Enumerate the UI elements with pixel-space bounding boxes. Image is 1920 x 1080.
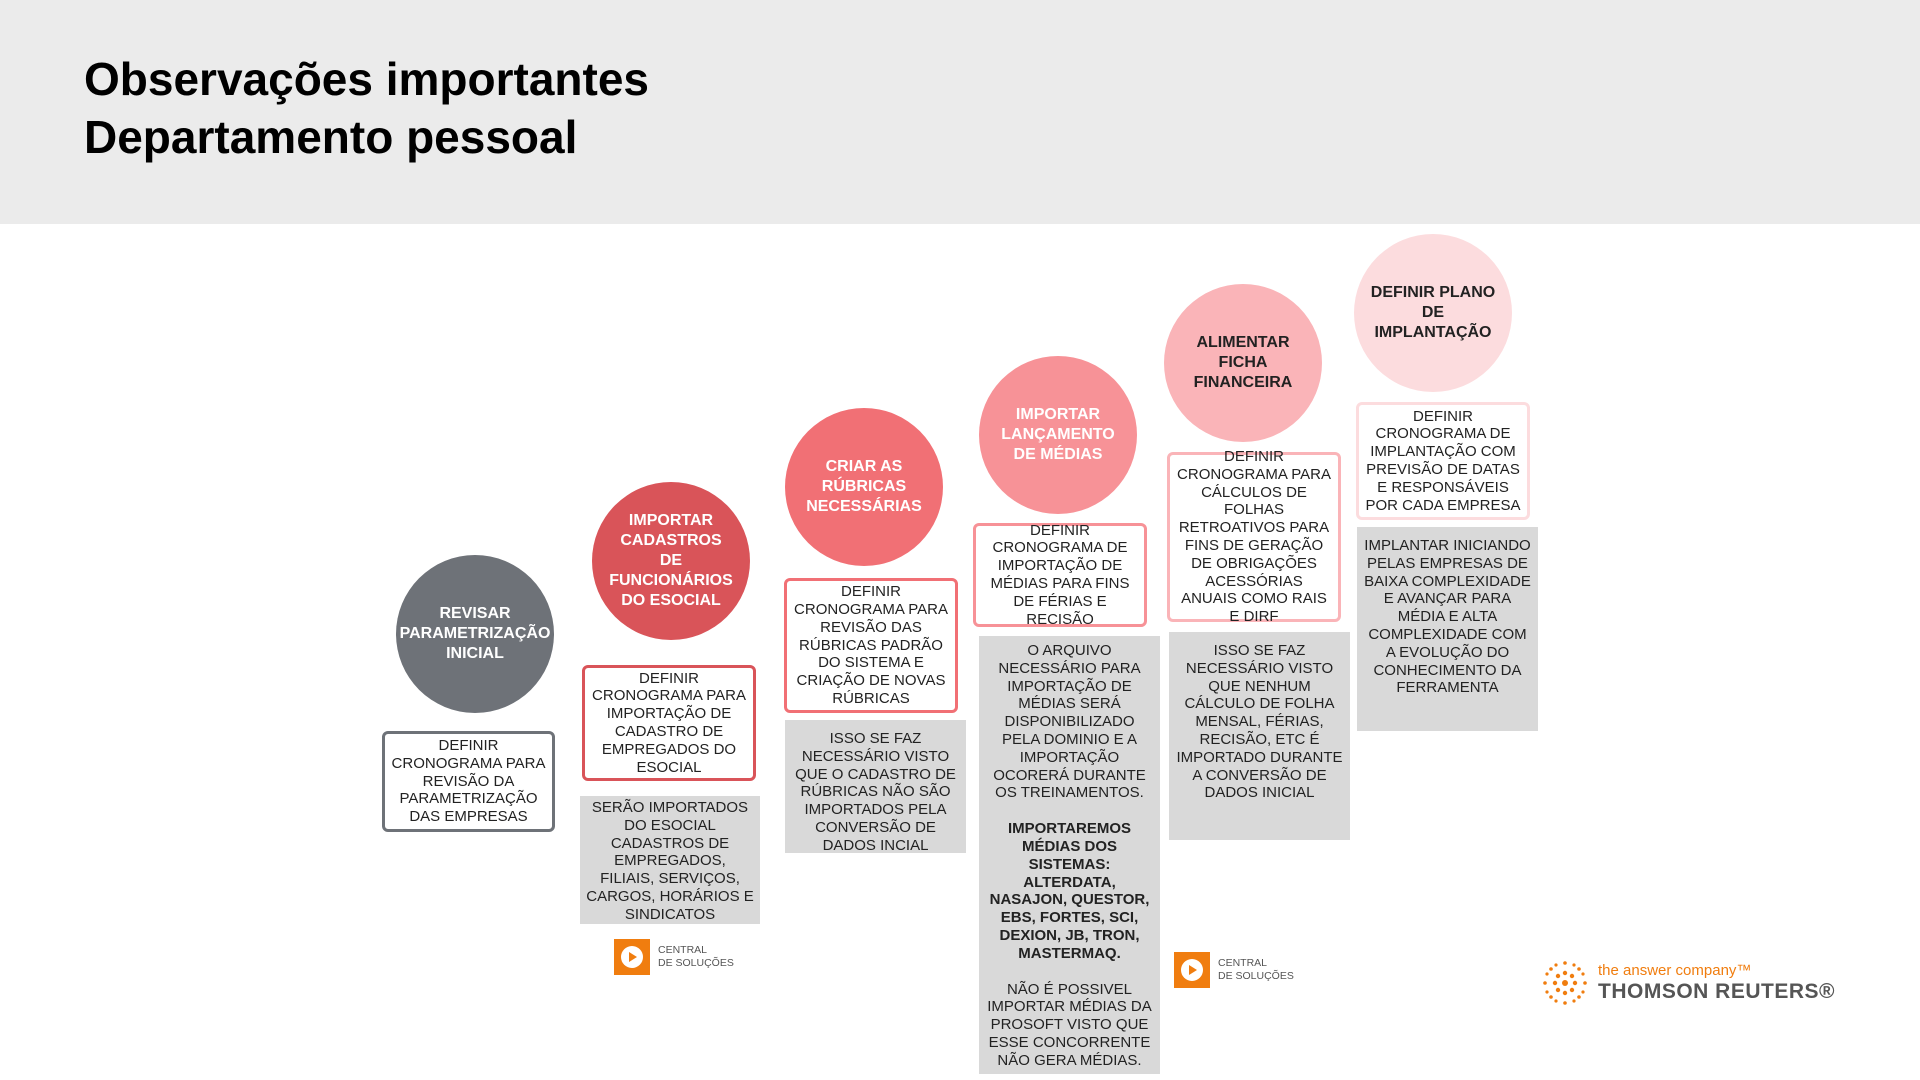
central-logo-line2: DE SOLUÇÕES: [1218, 970, 1294, 982]
step-6-definir-box: DEFINIR CRONOGRAMA DE IMPLANTAÇÃO COM PREVISÃO DE DATAS E RESPONSÁVEIS POR CADA EMPRESA: [1356, 402, 1530, 520]
central-logo-line2: DE SOLUÇÕES: [658, 957, 734, 969]
step-2-note-box: SERÃO IMPORTADOS DO ESOCIAL CADASTROS DE EMPREGADOS, FILIAIS, SERVIÇOS, CARGOS, HORÁRIOS E SINDICATOS: [580, 796, 760, 924]
step-6-circle-line: IMPLANTAÇÃO: [1374, 324, 1492, 341]
step-3-definir-box: DEFINIR CRONOGRAMA PARA REVISÃO DAS RÚBRICAS PADRÃO DO SISTEMA E CRIAÇÃO DE NOVAS RÚBRICAS: [784, 578, 958, 713]
brand-tagline: the answer company™: [1598, 962, 1752, 979]
step-1-circle-line: INICIAL: [446, 645, 504, 662]
step-2-circle-line: DE: [659, 552, 683, 569]
brand-name: THOMSON REUTERS®: [1598, 980, 1835, 1003]
title-line-2: Departamento pessoal: [84, 111, 578, 163]
step-1-circle-line: PARAMETRIZAÇÃO: [399, 625, 551, 642]
step-6-circle: [1354, 234, 1512, 392]
step-4-circle-line: DE MÉDIAS: [1013, 446, 1103, 463]
step-4-note-p2: IMPORTAREMOS MÉDIAS DOS SISTEMAS: ALTERDATA, NASAJON, QUESTOR, EBS, FORTES, SCI, DEXION, JB, TRON, MASTERMAQ.: [989, 820, 1150, 962]
step-6-circle-line: DEFINIR PLANO: [1370, 284, 1496, 301]
thomson-reuters-dots-icon: [1540, 958, 1590, 1008]
step-4-circle: [979, 356, 1137, 514]
step-3-note-box: ISSO SE FAZ NECESSÁRIO VISTO QUE O CADASTRO DE RÚBRICAS NÃO SÃO IMPORTADOS PELA CONVERSÃO DE DADOS INCIAL: [785, 720, 966, 853]
step-4-note-p3: NÃO É POSSIVEL IMPORTAR MÉDIAS DA PROSOFT VISTO QUE ESSE CONCORRENTE NÃO GERA MÉDIAS.: [987, 980, 1152, 1069]
central-logo-text: [1218, 957, 1294, 983]
step-5-circle-line: FICHA: [1218, 354, 1268, 371]
step-4-circle-line: IMPORTAR: [1015, 406, 1101, 423]
central-logo-text: [658, 944, 734, 970]
step-2-circle: [592, 482, 750, 640]
central-logo-square: [1174, 952, 1210, 988]
step-2-definir-box: DEFINIR CRONOGRAMA PARA IMPORTAÇÃO DE CADASTRO DE EMPREGADOS DO ESOCIAL: [582, 665, 756, 781]
step-2-circle-line: CADASTROS: [620, 532, 722, 549]
play-icon: [621, 946, 643, 968]
central-logo-square: [614, 939, 650, 975]
step-6-note-box: IMPLANTAR INICIANDO PELAS EMPRESAS DE BAIXA COMPLEXIDADE E AVANÇAR PARA MÉDIA E ALTA COMPLEXIDADE COM A EVOLUÇÃO DO CONHECIMENTO DA FERRAMENTA: [1357, 527, 1538, 731]
step-5-circle: [1164, 284, 1322, 442]
step-2-circle-line: FUNCIONÁRIOS: [609, 572, 733, 589]
step-5-circle-line: ALIMENTAR: [1196, 334, 1290, 351]
central-logo-line1: CENTRAL: [658, 944, 708, 956]
step-5-circle-line: FINANCEIRA: [1193, 374, 1293, 391]
step-1-circle-line: REVISAR: [439, 605, 511, 622]
thomson-reuters-text: [1598, 962, 1835, 1004]
central-logo-line1: CENTRAL: [1218, 957, 1268, 969]
step-4-note-box: [979, 636, 1160, 1074]
step-2-circle-line: IMPORTAR: [628, 512, 714, 529]
step-3-circle-line: CRIAR AS: [825, 458, 903, 475]
step-3-circle-line: NECESSÁRIAS: [806, 498, 922, 515]
page-title: [84, 50, 649, 166]
step-3-circle: [785, 408, 943, 566]
step-1-circle: [396, 555, 554, 713]
step-2-circle-line: DO ESOCIAL: [621, 592, 721, 609]
step-4-note-p1: O ARQUIVO NECESSÁRIO PARA IMPORTAÇÃO DE MÉDIAS SERÁ DISPONIBILIZADO PELA DOMINIO E A IMPORTAÇÃO OCORERÁ DURANTE OS TREINAMENTOS.: [993, 642, 1146, 802]
step-4-circle-line: LANÇAMENTO: [1001, 426, 1115, 443]
central-de-solucoes-logo: [614, 939, 734, 975]
step-4-definir-box: DEFINIR CRONOGRAMA DE IMPORTAÇÃO DE MÉDIAS PARA FINS DE FÉRIAS E RECISÃO: [973, 523, 1147, 627]
step-1-definir-box: DEFINIR CRONOGRAMA PARA REVISÃO DA PARAMETRIZAÇÃO DAS EMPRESAS: [382, 731, 555, 832]
step-6-circle-line: DE: [1421, 304, 1445, 321]
thomson-reuters-logo: [1540, 958, 1835, 1008]
step-5-note-box: ISSO SE FAZ NECESSÁRIO VISTO QUE NENHUM CÁLCULO DE FOLHA MENSAL, FÉRIAS, RECISÃO, ETC É IMPORTADO DURANTE A CONVERSÃO DE DADOS INICIAL: [1169, 632, 1350, 840]
central-de-solucoes-logo: [1174, 952, 1294, 988]
play-icon: [1181, 959, 1203, 981]
title-line-1: Observações importantes: [84, 53, 650, 105]
step-3-circle-line: RÚBRICAS: [821, 478, 907, 495]
step-5-definir-box: DEFINIR CRONOGRAMA PARA CÁLCULOS DE FOLHAS RETROATIVOS PARA FINS DE GERAÇÃO DE OBRIGAÇÕES ACESSÓRIAS ANUAIS COMO RAIS E DIRF: [1167, 452, 1341, 622]
